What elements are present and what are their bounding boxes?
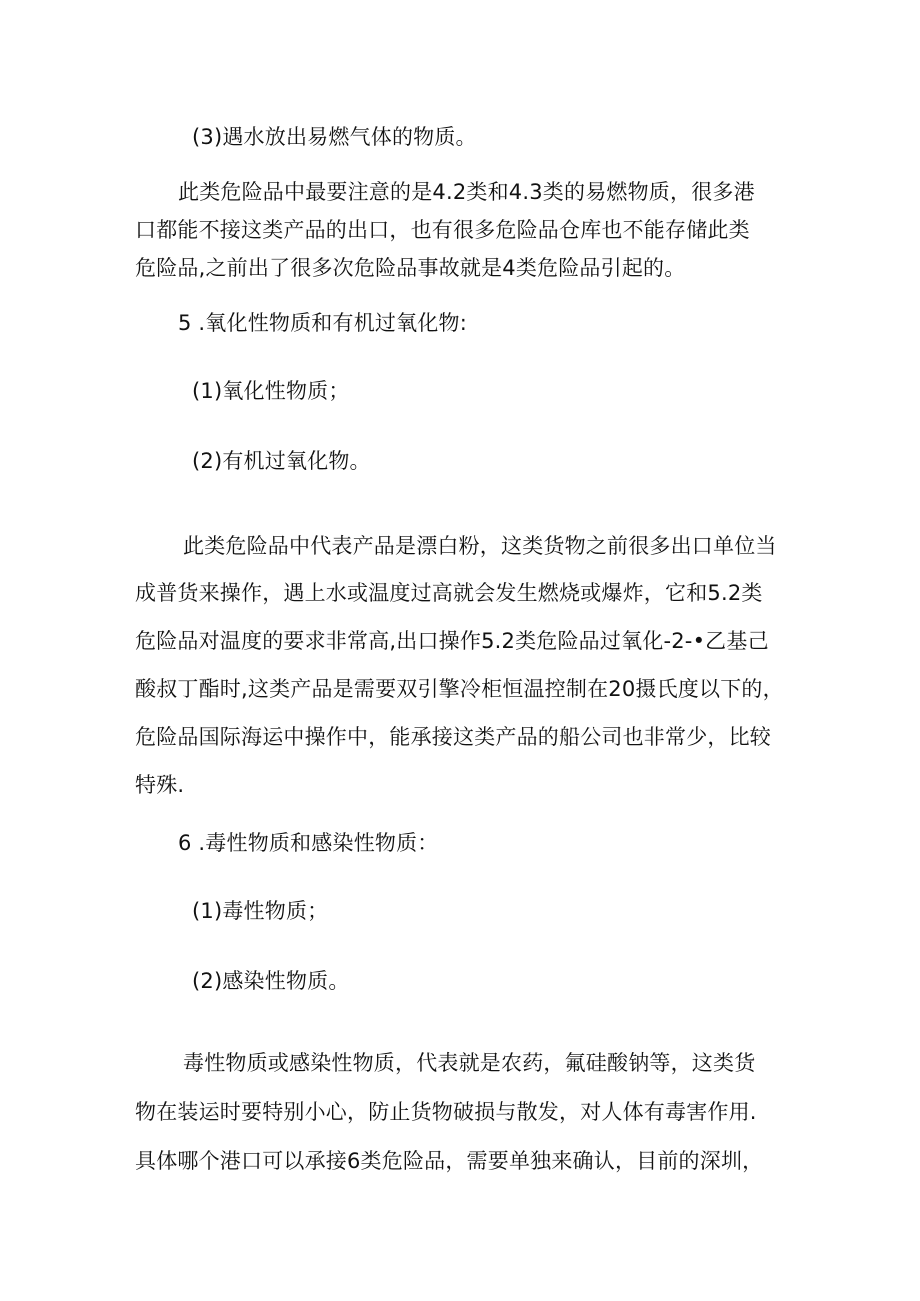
paragraph-line: 危险品,之前出了很多次危险品事故就是4类危险品引起的。 [135,256,686,280]
list-item-5-1: (1)氧化性物质； [192,379,350,403]
section-heading-6: 6 .毒性物质和感染性物质： [178,831,439,855]
paragraph-line: 酸叔丁酯时,这类产品是需要双引擎冷柜恒温控制在20摄氏度以下的， [135,677,784,701]
paragraph-line: 毒性物质或感染性物质，代表就是农药，氟硅酸钠等，这类货 [183,1051,756,1075]
paragraph-line: 成普货来操作，遇上水或温度过高就会发生燃烧或爆炸，它和5.2类 [135,581,763,605]
paragraph-line: 特殊. [135,773,185,797]
paragraph-line: 危险品国际海运中操作中，能承接这类产品的船公司也非常少，比较 [135,725,771,749]
list-item-4-3: (3)遇水放出易燃气体的物质。 [192,125,477,149]
paragraph-line: 此类危险品中代表产品是漂白粉，这类货物之前很多出口单位当 [183,534,777,558]
paragraph-line: 物在装运时要特别小心，防止货物破损与散发，对人体有毒害作用. [135,1100,757,1124]
paragraph-line: 危险品对温度的要求非常高,出口操作5.2类危险品过氧化-2-•乙基己 [135,629,769,653]
list-item-6-1: (1)毒性物质； [192,899,329,923]
paragraph-line: 具体哪个港口可以承接6类危险品，需要单独来确认，目前的深圳， [135,1149,764,1173]
paragraph-line: 口都能不接这类产品的出口，也有很多危险品仓库也不能存储此类 [135,218,750,242]
paragraph-line: 此类危险品中最要注意的是4.2类和4.3类的易燃物质，很多港 [178,180,755,204]
list-item-5-2: (2)有机过氧化物。 [192,449,371,473]
section-heading-5: 5 .氧化性物质和有机过氧化物: [178,311,467,335]
list-item-6-2: (2)感染性物质。 [192,969,350,993]
